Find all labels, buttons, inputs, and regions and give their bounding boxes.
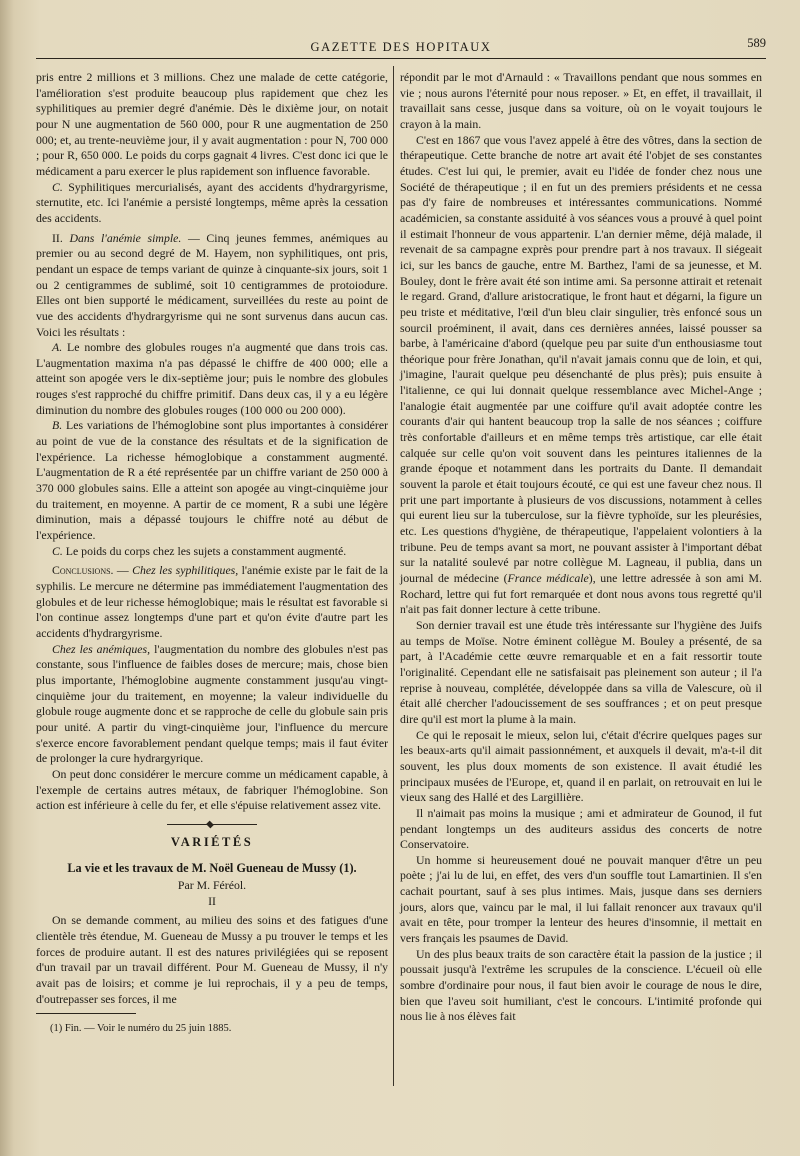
- paragraph: On se demande comment, au milieu des soins et des fatigues d'une clientèle très étendue, M. Gueneau de Mussy a pu trouver le temps et les forces de produire autant. Il est des natures privilégiées qui se reposent d'un travail par un travail différent. Pour M. Gueneau de Mussy, il n'y avait pas de loisirs; et comme je lui reprochais, il y a peu de temps, d'outrepasser ses forces, il me: [36, 913, 388, 1006]
- paragraph: pris entre 2 millions et 3 millions. Chez une malade de cette catégorie, l'amélioration s'est produite beaucoup plus rapidement que chez les syphilitiques au premier degré d'anémie. Dès le dixième jour, on notait pour N une augmentation de 560 000, pour R une augmentation de 250 000; et, au trente-neuvième jour, il y avait augmentation : pour N, 700 000 ; pour R, 650 000. Le poids du corps gagnait 4 livres. C'est donc ici que le médicament a paru exercer le plus rapidement son influence favorable.: [36, 70, 388, 178]
- paragraph: Chez les anémiques, l'augmentation du nombre des globules n'est pas constante, sous l'influence de faibles doses de mercure; mais, chose bien plus importante, l'hémoglobine augmente constamment jusqu'au vingt-cinquième jour du traitement, en moyenne; la valeur individuelle du globule rouge augmente donc et se rapproche de celle du globule sain pris pour unité. A partir du vingt-cinquième jour, l'influence du mercure s'exerce encore favorablement pendant quelque temps; mais il faut éviter de prolonger la cure hydrargyrique.: [36, 641, 388, 766]
- header-rule: [36, 58, 766, 59]
- page-number: 589: [747, 36, 766, 50]
- paragraph: C. Syphilitiques mercurialisés, ayant des accidents d'hydrargyrisme, sternutite, etc. Ici l'anémie a persisté longtemps, même après la cessation des accidents.: [36, 179, 388, 225]
- page-header: [36, 36, 766, 60]
- paragraph-label: C.: [52, 179, 63, 194]
- paragraph-label: Conclusions.: [52, 563, 114, 578]
- paragraph-label: A.: [52, 340, 63, 355]
- paragraph: Conclusions. — Chez les syphilitiques, l'anémie existe par le fait de la syphilis. Le mercure ne détermine pas immédiatement l'augmentation des globules et de leur richesse hémoglobique; mais le résultat est favorable si l'on continue assez longtemps d'une part et qu'on évite d'autre part les accidents d'hydrargyrisme.: [36, 563, 389, 640]
- paragraph-heading: Chez les anémiques,: [52, 641, 151, 656]
- article-part: II: [208, 893, 216, 908]
- footnote: (1) Fin. — Voir le numéro du 25 juin 1885.: [50, 1023, 232, 1035]
- paragraph: On peut donc considérer le mercure comme un médicament capable, à l'exemple de certains autres métaux, de fabriquer l'hémoglobine. Son action est inférieure à celle du fer, et elle s'épuise relativement assez vite.: [36, 766, 388, 813]
- paragraph-heading: Chez les syphilitiques,: [132, 563, 239, 578]
- paragraph: C. Le poids du corps chez les sujets a constamment augmenté.: [52, 543, 347, 558]
- paragraph: répondit par le mot d'Arnauld : « Travaillons pendant que nous sommes en vie ; nous aurons l'éternité pour nous reposer. » Et, en effet, il travaillait, il travaillait sans cesse, jusque dans sa voiture, où on le voyait toujours le crayon à la main.: [400, 70, 762, 131]
- page-title: GAZETTE DES HOPITAUX: [310, 40, 492, 54]
- footnote-rule: [36, 1013, 136, 1014]
- right-column: [400, 70, 762, 1025]
- article-author: Par M. Féréol.: [177, 878, 247, 893]
- paragraph: Il n'aimait pas moins la musique ; ami et admirateur de Gounod, il fut pendant longtemps un des auditeurs assidus des concerts de notre Conservatoire.: [400, 805, 762, 852]
- paragraph: Son dernier travail est une étude très intéressante sur l'hygiène des Juifs au temps de Moïse. Notre éminent collègue M. Bouley a présenté, de sa part, à l'Académie cette œuvre remarquable et en a fait ressortir toute l'originalité. Cependant elle ne satisfaisait pas pleinement son auteur ; il l'a reprise à nouveau, complétée, développée dans sa villa de Valescure, où il était allé chercher l'adoucissement de ses souffrances ; et on peut presque dire qu'il est mort la plume à la main.: [400, 617, 762, 726]
- paragraph: Un homme si heureusement doué ne pouvait manquer d'être un peu poète ; j'ai lu de lui, en effet, des vers d'un souffle tout Lamartinien. Il s'en cachait pourtant, sauf à ses plus intimes. Mais, jusque dans ses derniers jours, alors que, vaincu par le mal, il lui fallait renoncer aux travaux qu'il avait en tête, pour tromper la lenteur des heures d'insomnie, il mettait en vers français les psaumes de David.: [400, 852, 762, 946]
- paragraph: II. Dans l'anémie simple. — Cinq jeunes femmes, anémiques au premier ou au second degré de M. Hayem, non syphilitiques, ont pris, pendant un espace de temps variant de quinze à cinquante-six jours, soit 1 ou 2 centigrammes de sublimé, soit 10 centigrammes de protoiodure. Elles ont bien supporté le médicament, surveillées du reste au point de vue des accidents d'hydrargyrisme qui ne sont survenus dans aucun cas. Voici les résultats :: [36, 230, 388, 339]
- paragraph: B. Les variations de l'hémoglobine sont plus importantes à considérer au point de vue de la constance des résultats et de la signification de l'expérience. La richesse hémoglobique a constamment augmenté. L'augmentation de R a été représentée par un chiffre variant de 250 000 à 370 000 globules sains. Elle a atteint son apogée au vingt-cinquième jour du traitement, en moyenne. A partir de ce moment, R a subi une légère diminution, mais a dépassé toujours le chiffre noté au début de l'expérience.: [36, 418, 389, 543]
- section-separator: [167, 824, 257, 825]
- journal-name: France médicale: [507, 571, 589, 585]
- paragraph-label: C.: [52, 543, 63, 558]
- left-column: [36, 70, 388, 1035]
- paragraph-heading: Dans l'anémie simple.: [69, 230, 182, 245]
- paragraph: C'est en 1867 que vous l'avez appelé à être des vôtres, dans la section de thérapeutique. Cette branche de notre art avait été l'objet de ses constantes études. C'est lui qui, le premier, avait eu l'idée de fonder chez nous une Société de thérapeutique ; il en fut un des premiers présidents et ne cessa pas d'y faire de nombreuses et intéressantes communications. Nommé académicien, sa constante assiduité à vos séances vous a prouvé à quel point il estimait l'honneur de vous appartenir. L'an dernier même, déjà malade, il revenait de sa campagne exprès pour prendre part à nos travaux. Il siégeait ici, sur les bancs de gauche, entre M. Barthez, l'ami de sa jeunesse, et M. Bouley, dont le frère avait été son intime ami. Sa personne attirait et retenait le regard. Grand, d'allure aristocratique, le front haut et dégarni, la figure un peu triste et méditative, l'œil d'un bleu clair singulier, très enfoncé sous un sourcil proéminent, il avait, dans ces dernières années, laissé pousser sa barbe, à l'américaine d'abord (quelque peu par suite d'un enthousiasme tout théorique pour frère Jonathan, qu'il n'avait jamais connu que de loin, et qui, j'imagine, l'aurait quelque peu désenchanté de plus près); puis ensuite à l'italienne, ce qui lui donnait quelque ressemblance avec Michel-Ange ; l'analogie était augmentée par une coiffure qu'il avait adoptée contre les courants d'air qui hantent beaucoup trop la salle de nos séances ; coiffure très confortable d'ailleurs et en même temps très artistique, car elle était calquée sur celle qu'on voit souvent dans les peintures italiennes de la grande époque et notamment dans les portraits du Dante. Il demandait souvent la parole et était toujours écouté, ce qui est une faveur chez nous. Il prit une part importante à plusieurs de vos discussions, notamment à celles qui eurent lieu sur la tuberculose, sur la fièvre typhoïde, sur les pleurésies, etc. Les questions d'hygiène, de thérapeutique, l'appelaient volontiers à la tribune. Peu de temps avant sa mort, ne pouvant assister à l'important débat sur la natalité soulevé par notre collègue M. Lagneau, il publia, dans un journal de médecine (France médicale), une lettre adressée à son ami M. Rochard, lettre qui fut fort remarquée et dont nous avons tous regretté qu'il n'ait pas fait donner lecture à cette tribune.: [400, 132, 762, 617]
- section-heading: VARIÉTÉS: [170, 834, 254, 849]
- paragraph-label: B.: [52, 418, 63, 433]
- column-divider: [393, 66, 394, 1086]
- paragraph-label: II.: [52, 230, 63, 245]
- article-title: La vie et les travaux de M. Noël Gueneau de Mussy (1).: [67, 860, 357, 875]
- paragraph: A. Le nombre des globules rouges n'a augmenté que dans trois cas. L'augmentation maxima n'a pas dépassé le chiffre de 400 000; elle a atteint son apogée vers le dix-septième jour; puis le nombre des globules rouges s'est rapproché du chiffre primitif. Dans deux cas, il y a eu légère diminution du nombre des globules rouges (100 000 ou 200 000).: [36, 340, 388, 417]
- paragraph: Ce qui le reposait le mieux, selon lui, c'était d'écrire quelques pages sur les beaux-arts qu'il aimait passionnément, et auxquels il devait, m'a-t-il dit souvent, les plus doux moments de son existence. Il avait étudié les principaux musées de l'Europe, et, quand il en parlait, on retrouvait en lui le vieux sang des Hallé et des Largillière.: [400, 727, 762, 805]
- paragraph: Un des plus beaux traits de son caractère était la passion de la justice ; il poussait jusqu'à l'extrême les scrupules de la conscience. L'écueil où elle sombre d'ordinaire pour nous, il faut bien avoir le courage de nous le dire, bien que l'aveu soit humiliant, c'est le concours. L'intimité profonde qui nous lie à nos élèves fait: [400, 946, 762, 1024]
